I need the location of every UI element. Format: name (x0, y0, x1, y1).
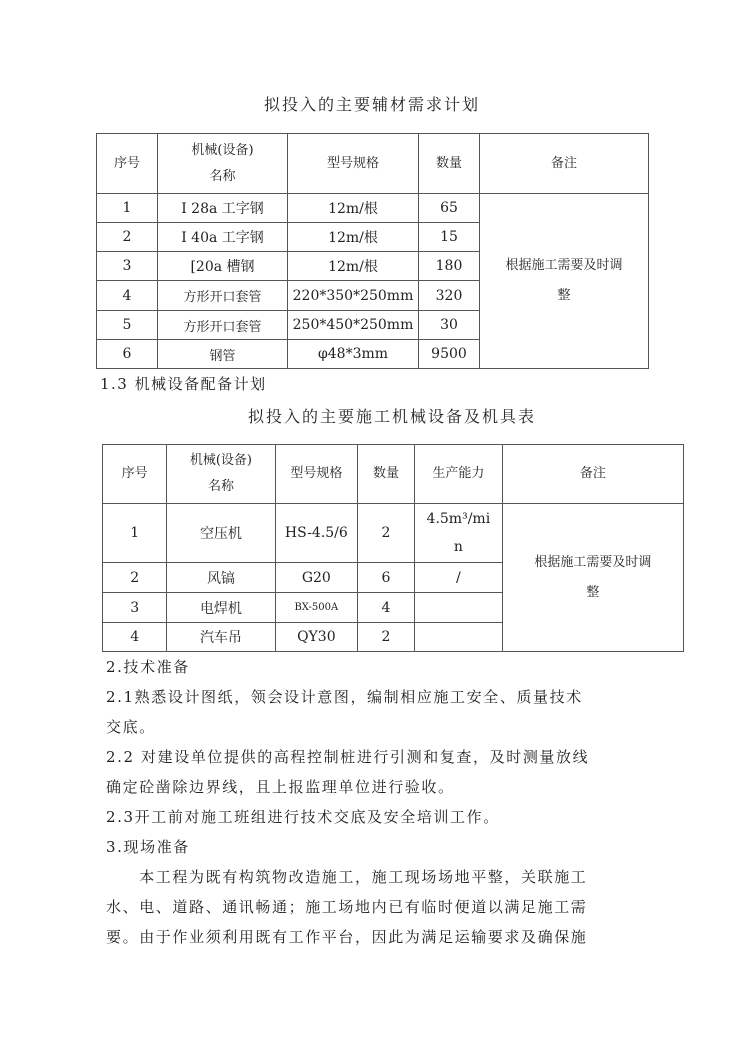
header-name-line2: 名称 (209, 168, 236, 184)
section-heading-1-3: 1.3 机械设备配备计划 (100, 375, 267, 393)
cell-spec: 12m/根 (288, 223, 419, 252)
cell-qty: 30 (419, 311, 480, 340)
paragraph-line: 要。由于作业须利用既有工作平台，因此为满足运输要求及确保施 (106, 928, 588, 946)
remark-line1: 根据施工需要及时调 (534, 554, 652, 570)
cell-spec: 220*350*250mm (288, 281, 419, 311)
cell-name: 方形开口套管 (158, 311, 288, 340)
section-heading-2: 2.技术准备 (106, 658, 190, 676)
cell-spec: BX-500A (275, 593, 358, 623)
table-row (103, 504, 684, 563)
cell-no: 1 (103, 504, 167, 563)
cell-qty: 65 (419, 194, 480, 223)
cell-qty: 180 (419, 252, 480, 281)
header-spec: 型号规格 (288, 134, 419, 194)
header-spec: 型号规格 (275, 445, 358, 504)
header-remark: 备注 (502, 445, 683, 504)
paragraph-line: 确定砼凿除边界线，且上报监理单位进行验收。 (106, 778, 455, 796)
paragraph-line: 水、电、道路、通讯畅通；施工场地内已有临时便道以满足施工需 (106, 898, 588, 916)
cell-spec: HS-4.5/6 (275, 504, 358, 563)
paragraph-line: 2.2 对建设单位提供的高程控制桩进行引测和复查，及时测量放线 (106, 748, 590, 766)
table1-header-row (97, 134, 649, 194)
table2-title: 拟投入的主要施工机械设备及机具表 (247, 407, 536, 426)
cell-spec: 12m/根 (288, 194, 419, 223)
cell-no: 2 (103, 563, 167, 593)
cell-no: 1 (97, 194, 158, 223)
cell-name: I 28a 工字钢 (158, 194, 288, 223)
cell-name: 电焊机 (167, 593, 275, 623)
cell-spec: φ48*3mm (288, 340, 419, 369)
cell-capacity: / (414, 563, 502, 593)
header-name-line1: 机械(设备) (191, 142, 254, 158)
header-qty: 数量 (358, 445, 415, 504)
cell-no: 3 (97, 252, 158, 281)
remark-line1: 根据施工需要及时调 (505, 258, 623, 273)
header-name (158, 134, 288, 194)
paragraph-line: 2.3开工前对施工班组进行技术交底及安全培训工作。 (106, 808, 500, 826)
cell-spec: QY30 (275, 623, 358, 652)
header-qty: 数量 (419, 134, 480, 194)
cell-no: 3 (103, 593, 167, 623)
cell-capacity (414, 593, 502, 623)
cell-no: 2 (97, 223, 158, 252)
body-text (106, 652, 589, 952)
cell-name: [20a 槽钢 (158, 252, 288, 281)
cell-name: 方形开口套管 (158, 281, 288, 311)
capacity-line2: n (453, 539, 463, 555)
cell-qty: 2 (358, 623, 415, 652)
capacity-line1: 4.5m³/mi (426, 511, 491, 527)
paragraph-line: 交底。 (106, 718, 156, 736)
cell-name: 钢管 (158, 340, 288, 369)
auxiliary-materials-table (96, 133, 649, 369)
cell-spec: 250*450*250mm (288, 311, 419, 340)
table2-header-row (103, 445, 684, 504)
header-name (167, 445, 275, 504)
header-capacity: 生产能力 (414, 445, 502, 504)
remark-line2: 整 (557, 288, 571, 303)
cell-capacity (414, 623, 502, 652)
table1-title: 拟投入的主要辅材需求计划 (263, 95, 480, 114)
cell-remark (480, 194, 649, 369)
paragraph-line: 本工程为既有构筑物改造施工，施工现场场地平整，关联施工 (106, 868, 588, 886)
cell-name: 风镐 (167, 563, 275, 593)
header-no: 序号 (103, 445, 167, 504)
cell-no: 6 (97, 340, 158, 369)
cell-qty: 4 (358, 593, 415, 623)
cell-no: 5 (97, 311, 158, 340)
cell-qty: 15 (419, 223, 480, 252)
section-heading-3: 3.现场准备 (106, 838, 190, 856)
cell-no: 4 (97, 281, 158, 311)
header-no: 序号 (97, 134, 158, 194)
cell-qty: 2 (358, 504, 415, 563)
header-name-line1: 机械(设备) (189, 453, 253, 468)
cell-spec: 12m/根 (288, 252, 419, 281)
cell-remark (502, 504, 683, 652)
header-name-line2: 名称 (207, 479, 234, 494)
machinery-equipment-table (102, 444, 684, 652)
cell-name: I 40a 工字钢 (158, 223, 288, 252)
cell-no: 4 (103, 623, 167, 652)
cell-qty: 6 (358, 563, 415, 593)
header-remark: 备注 (480, 134, 649, 194)
table-row (97, 194, 649, 223)
remark-line2: 整 (586, 584, 600, 600)
cell-name: 空压机 (167, 504, 275, 563)
cell-spec: G20 (275, 563, 358, 593)
cell-name: 汽车吊 (167, 623, 275, 652)
cell-capacity (414, 504, 502, 563)
cell-qty: 9500 (419, 340, 480, 369)
cell-qty: 320 (419, 281, 480, 311)
paragraph-line: 2.1熟悉设计图纸，领会设计意图，编制相应施工安全、质量技术 (106, 688, 583, 706)
